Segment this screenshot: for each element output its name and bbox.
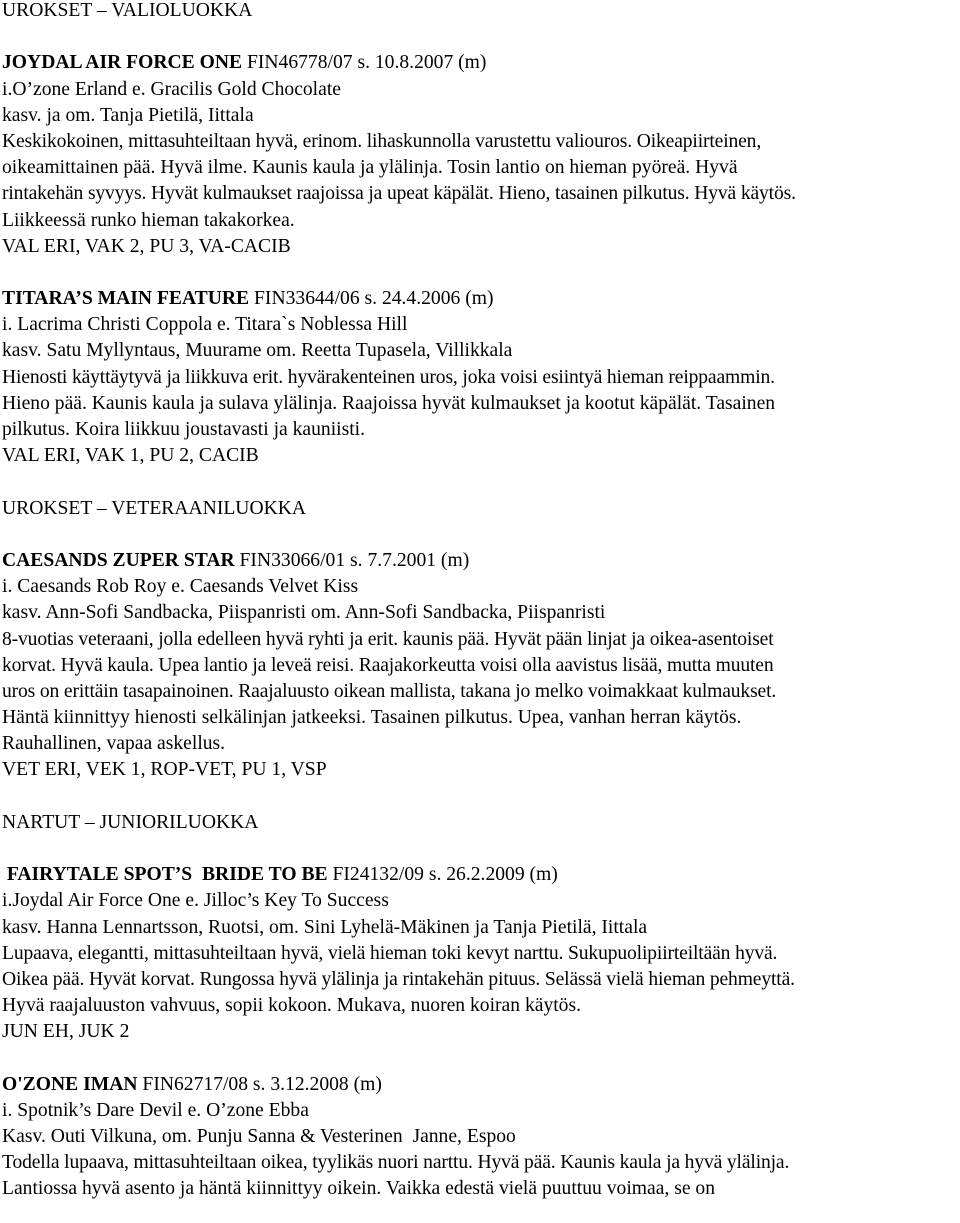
critique-line: Liikkeessä runko hieman takakorkea.	[2, 209, 295, 231]
dog-entry-joydal-air-force-one	[2, 50, 958, 260]
critique-line: Todella lupaava, mittasuhteiltaan oikea, tyylikäs nuori narttu. Hyvä pää. Kaunis kaula ja hyvä ylälinja.	[2, 1152, 790, 1174]
critique-line: Keskikokoinen, mittasuhteiltaan hyvä, erinom. lihaskunnolla varustettu valiouros. Oikeapiirteinen,	[2, 130, 762, 152]
award-line: VET ERI, VEK 1, ROP-VET, PU 1, VSP	[2, 759, 327, 781]
award-line: VAL ERI, VAK 2, PU 3, VA-CACIB	[2, 235, 291, 257]
entry-title-line	[2, 862, 958, 888]
section-heading-junioriluokka: NARTUT – JUNIORILUOKKA	[2, 811, 259, 833]
breeder-owner-line: kasv. ja om. Tanja Pietilä, Iittala	[2, 104, 254, 126]
breeder-owner-line: kasv. Satu Myllyntaus, Muurame om. Reetta Tupasela, Villikkala	[2, 340, 513, 362]
document-page	[2, 0, 958, 1203]
dog-name: FAIRYTALE SPOT’S BRIDE TO BE	[2, 864, 328, 886]
entry-title-line	[2, 286, 958, 312]
critique-line: Hyvä raajaluuston vahvuus, sopii kokoon. Mukava, nuoren koiran käytös.	[2, 995, 582, 1017]
award-line: VAL ERI, VAK 1, PU 2, CACIB	[2, 445, 259, 467]
parents-line: i.O’zone Erland e. Gracilis Gold Chocolate	[2, 78, 341, 100]
registration-info: FIN33066/01 s. 7.7.2001 (m)	[234, 549, 470, 571]
parents-line: i.Joydal Air Force One e. Jilloc’s Key To Success	[2, 890, 389, 912]
parents-line: i. Lacrima Christi Coppola e. Titara`s Noblessa Hill	[2, 314, 408, 336]
critique-line: Hieno pää. Kaunis kaula ja sulava ylälinja. Raajoissa hyvät kulmaukset ja kootut käpälät. Tasainen	[2, 392, 776, 414]
critique-line: Häntä kiinnittyy hienosti selkälinjan jatkeeksi. Tasainen pilkutus. Upea, vanhan herran käytös.	[2, 707, 742, 729]
dog-entry-titaras-main-feature	[2, 286, 958, 469]
entry-title-line	[2, 1072, 958, 1098]
critique-line: Lupaava, elegantti, mittasuhteiltaan hyvä, vielä hieman toki kevyt narttu. Sukupuolipiirteiltään hyvä.	[2, 942, 778, 964]
critique-line: korvat. Hyvä kaula. Upea lantio ja leveä reisi. Raajakorkeutta voisi olla aavistus lisää, mutta muuten	[2, 654, 774, 676]
breeder-owner-line: kasv. Ann-Sofi Sandbacka, Piispanristi om. Ann-Sofi Sandbacka, Piispanristi	[2, 602, 606, 624]
section-heading-veteraaniluokka: UROKSET – VETERAANILUOKKA	[2, 497, 307, 519]
award-line: JUN EH, JUK 2	[2, 1021, 130, 1043]
dog-name: TITARA’S MAIN FEATURE	[2, 288, 250, 310]
critique-line: Rauhallinen, vapaa askellus.	[2, 733, 226, 755]
critique-line: oikeamittainen pää. Hyvä ilme. Kaunis kaula ja ylälinja. Tosin lantio on hieman pyöreä. Hyvä	[2, 157, 738, 179]
critique-line: pilkutus. Koira liikkuu joustavasti ja kauniisti.	[2, 419, 366, 440]
dog-entry-fairytale-spots-bride-to-be	[2, 862, 958, 1045]
dog-name: JOYDAL AIR FORCE ONE	[2, 52, 243, 74]
parents-line: i. Caesands Rob Roy e. Caesands Velvet Kiss	[2, 576, 359, 598]
dog-name: O'ZONE IMAN	[2, 1073, 138, 1095]
critique-line: Hienosti käyttäytyvä ja liikkuva erit. hyvärakenteinen uros, joka voisi esiintyä hieman reippaammin.	[2, 366, 775, 388]
registration-info: FIN33644/06 s. 24.4.2006 (m)	[249, 288, 494, 310]
dog-entry-caesands-zuper-star	[2, 548, 958, 784]
registration-info: FIN46778/07 s. 10.8.2007 (m)	[242, 52, 487, 74]
entry-title-line	[2, 548, 958, 574]
dog-name: CAESANDS ZUPER STAR	[2, 549, 235, 571]
breeder-owner-line: Kasv. Outi Vilkuna, om. Punju Sanna & Vesterinen Janne, Espoo	[2, 1126, 516, 1148]
registration-info: FI24132/09 s. 26.2.2009 (m)	[327, 864, 558, 886]
entry-title-line	[2, 50, 958, 76]
breeder-owner-line: kasv. Hanna Lennartsson, Ruotsi, om. Sini Lyhelä-Mäkinen ja Tanja Pietilä, Iittala	[2, 916, 648, 938]
critique-line: rintakehän syvyys. Hyvät kulmaukset raajoissa ja upeat käpälät. Hieno, tasainen pilkutus. Hyvä käytös.	[2, 183, 796, 205]
parents-line: i. Spotnik’s Dare Devil e. O’zone Ebba	[2, 1099, 309, 1121]
critique-line: uros on erittäin tasapainoinen. Raajaluusto oikean mallista, takana jo melko voimakkaat kulmaukset.	[2, 680, 777, 702]
critique-line: 8-vuotias veteraani, jolla edelleen hyvä ryhti ja erit. kaunis pää. Hyvät pään linjat ja oikea-asentoiset	[2, 628, 774, 650]
dog-entry-ozone-iman	[2, 1072, 958, 1203]
registration-info: FIN62717/08 s. 3.12.2008 (m)	[137, 1073, 382, 1095]
section-heading-valioluokka: UROKSET – VALIOLUOKKA	[2, 0, 253, 21]
critique-line: Lantiossa hyvä asento ja häntä kiinnittyy oikein. Vaikka edestä vielä puuttuu voimaa, se on	[2, 1178, 716, 1200]
critique-line: Oikea pää. Hyvät korvat. Rungossa hyvä ylälinja ja rintakehän pituus. Selässä vielä hieman pehmeyttä.	[2, 968, 795, 990]
